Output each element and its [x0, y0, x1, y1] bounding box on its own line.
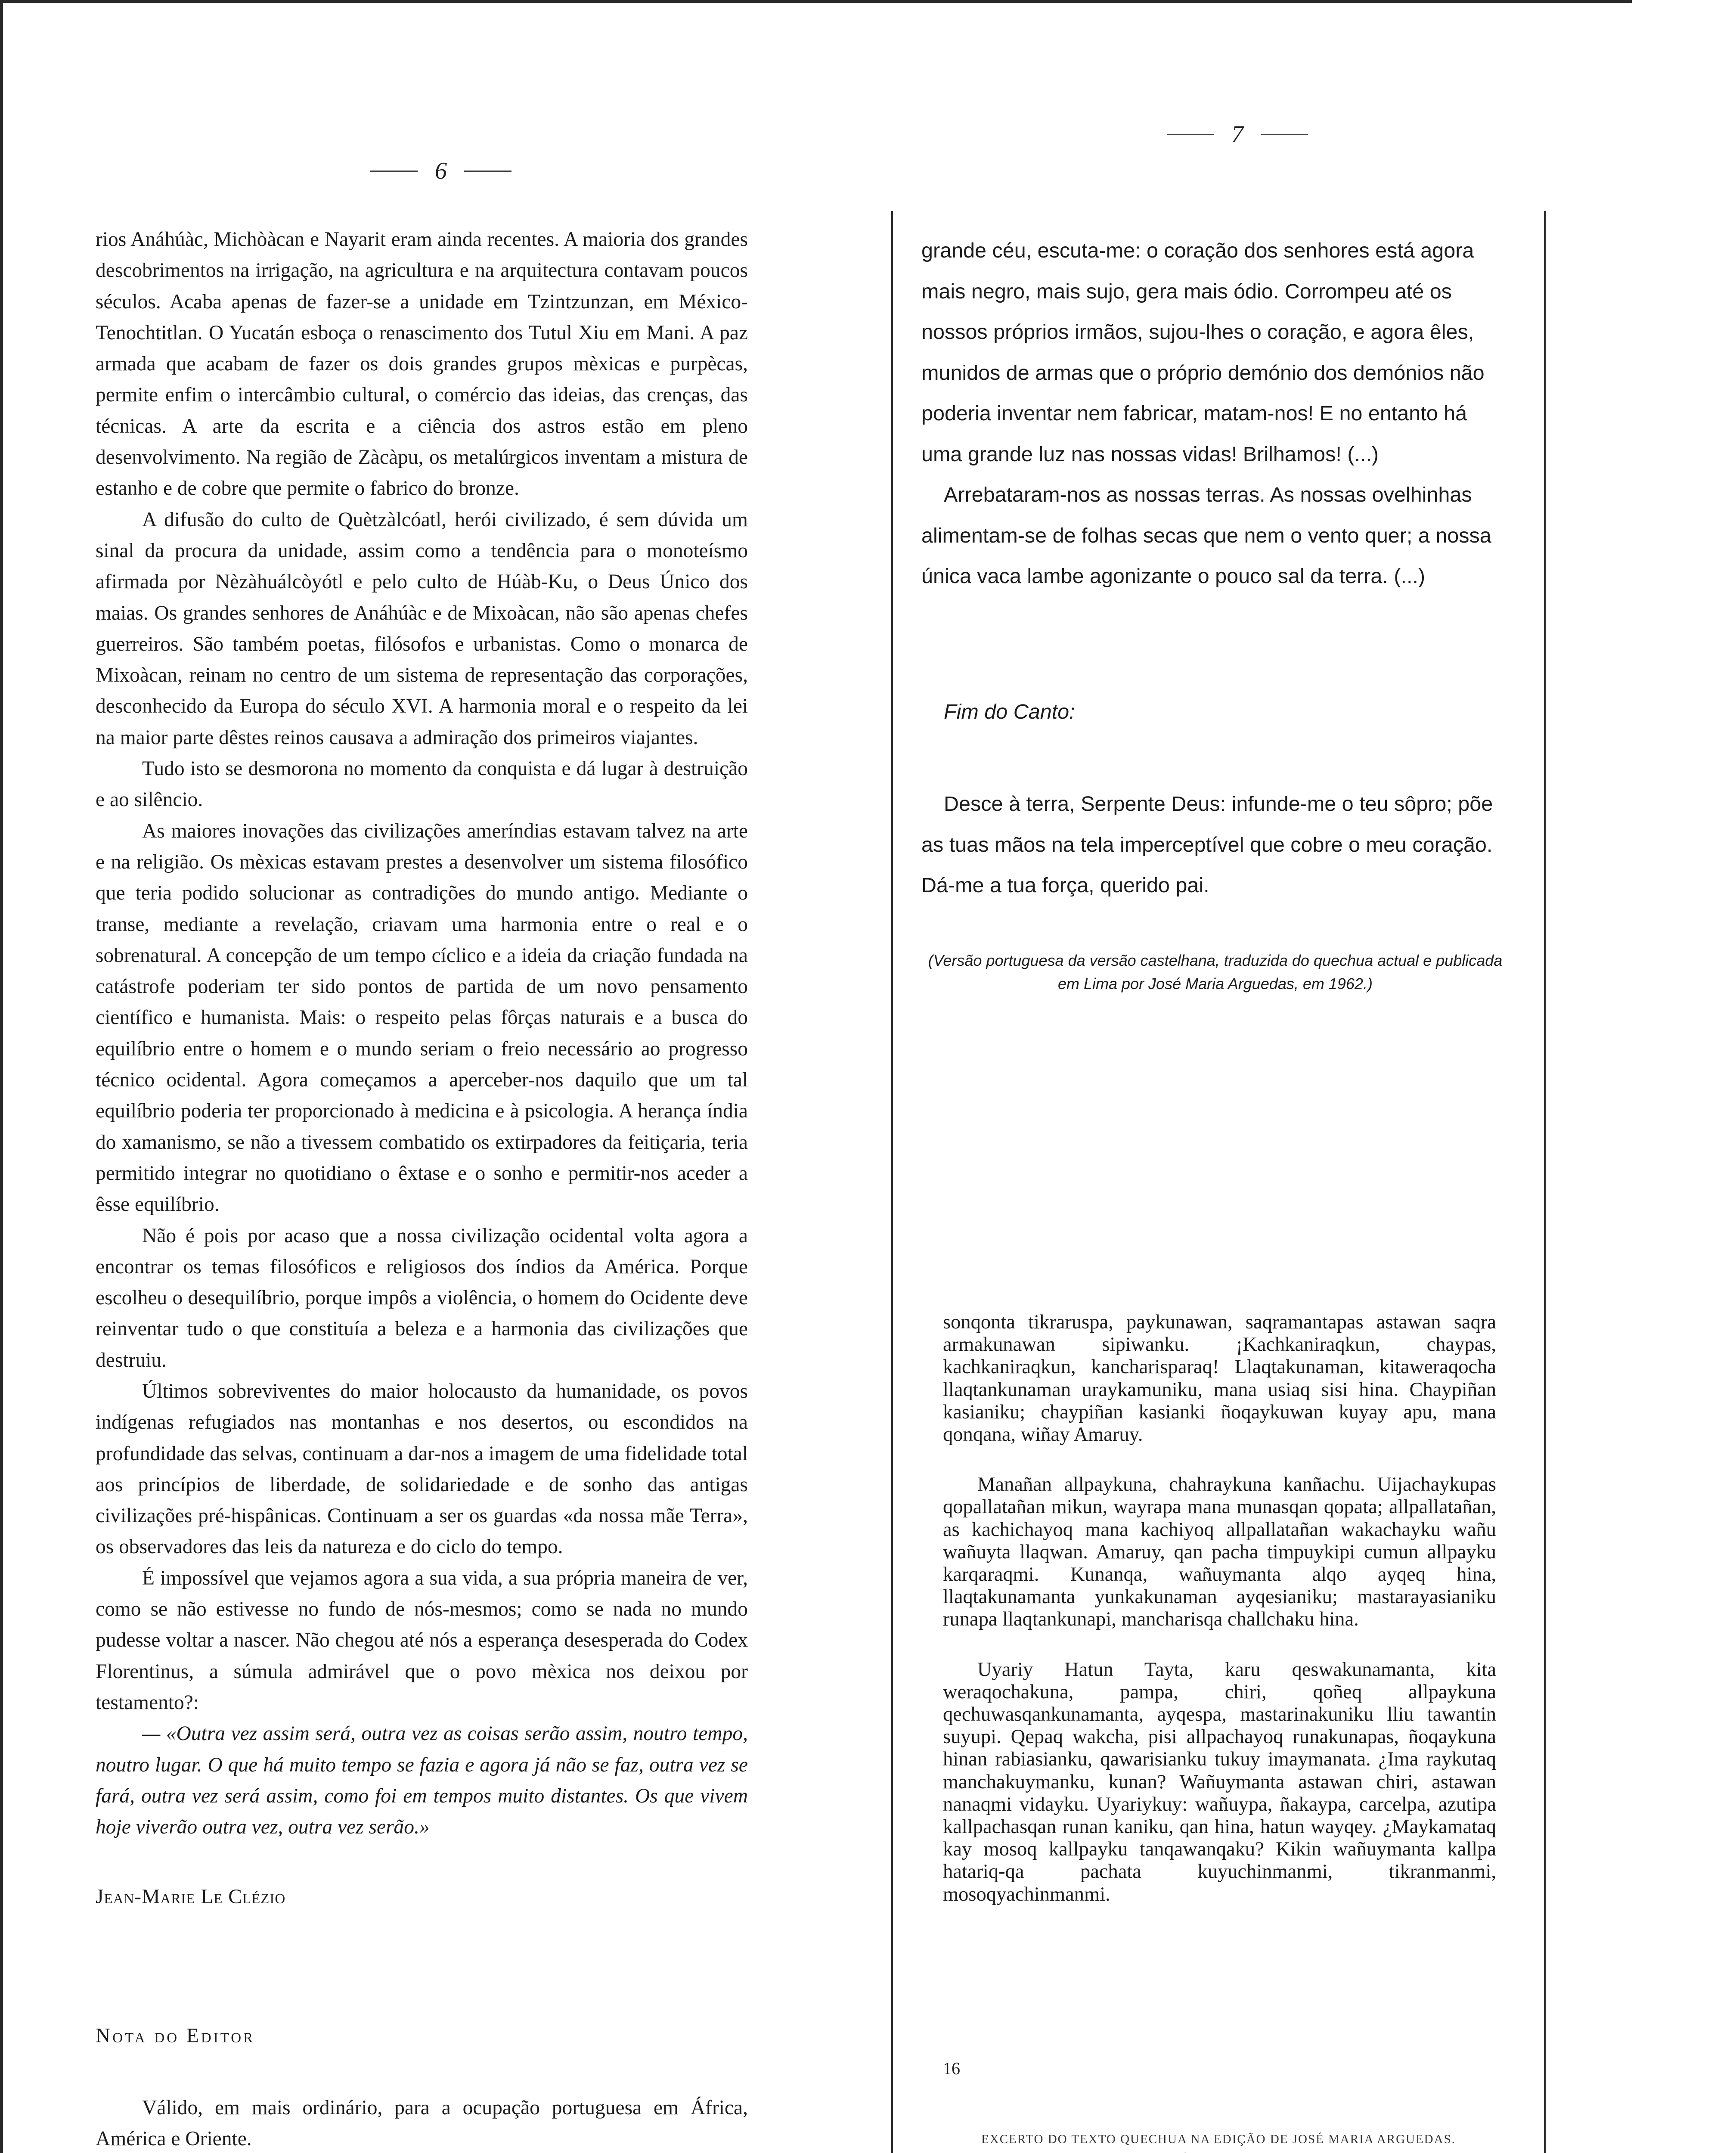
folio-dash [464, 171, 512, 172]
end-of-song-label: Fim do Canto: [944, 700, 1075, 723]
essay-paragraph: Não é pois por acaso que a nossa civilização ocidental volta agora a encontrar os temas filosóficos e religiosos dos índios da América. Porque escolheu o desequilíbrio, porque impôs a violência, o homem do Ocidente deve reinventar tudo o que constituía a beleza e a harmonia das civilizações que destruiu. [96, 1224, 748, 1371]
essay-paragraph: As maiores inovações das civilizações ameríndias estavam talvez na arte e na religião. Os mèxicas estavam prestes a desenvolver um sistema filosófico que teria podido solucionar as contradições do mundo antigo. Mediante o transe, mediante a revelação, criavam uma harmonia entre o real e o sobrenatural. A concepção de um tempo cíclico e a ideia da criação fundada na catástrofe poderiam ter sido pontos de partida de um novo pensamento científico e humanista. Mais: o respeito pelas fôrças naturais e a busca do equilíbrio entre o homem e o mundo seriam o freio necessário ao progresso técnico ocidental. Agora começamos a aperceber-nos daquilo que um tal equilíbrio poderia ter proporcionado à medicina e à psicologia. A herança índia do xamanismo, se não a tivessem combatido os extirpadores da feitiçaria, teria permitido integrar no quotidiano o êxtase e o sonho e permitir-nos aceder a êsse equilíbrio. [96, 819, 748, 1216]
essay-paragraph: Últimos sobreviventes do maior holocausto da humanidade, os povos indígenas refugiados nas montanhas e nos desertos, ou escondidos na profundidade das selvas, continuam a dar-nos a imagem de uma fidelidade total aos princípios de liberdade, de solidariedade e de sonho das antigas civilizações pré-hispânicas. Continuam a ser os guardas «da nossa mãe Terra», os observadores das leis da natureza e do ciclo do tempo. [96, 1380, 748, 1558]
folio-text: 6 [435, 158, 447, 184]
essay-paragraph: A difusão do culto de Quètzàlcóatl, herói civilizado, é sem dúvida um sinal da procura da unidade, assim como a tendência para o monoteísmo afirmada por Nèzàhuálcòyótl e pelo culto de Húàb-Ku, o Deus Único dos maias. Os grandes senhores de Anáhúàc e de Mixoàcan, não são apenas chefes guerreiros. São também poetas, filósofos e urbanistas. Como o monarca de Mixoàcan, reinam no centro de um sistema de representação das corporações, desconhecido da Europa do século XVI. A harmonia moral e o respeito da lei na maior parte dêstes reinos causava a admiração dos primeiros viajantes. [96, 508, 748, 749]
caption-line: EXCERTO DO TEXTO QUECHUA NA EDIÇÃO DE JOSÉ MARIA ARGUEDAS. [981, 2132, 1456, 2146]
essay-paragraph: É impossível que vejamos agora a sua vida, a sua própria maneira de ver, como se não estivesse no fundo de nós-mesmos; como se nada no mundo pudesse voltar a nascer. Não chegou até nós a esperança desesperada do Codex Florentinus, a súmula admirável que o povo mèxica nos deixou por testamento?: [96, 1567, 748, 1714]
poem-stanza: grande céu, escuta-me: o coração dos senhores está agora mais negro, mais sujo, gera mais ódio. Corrompeu até os nossos próprios irmãos, sujou-lhes o coração, e agora êles, munidos de armas que o próprio demónio dos demónios não poderia inventar nem fabricar, matam-nos! E no entanto há uma grande luz nas nossas vidas! Brilhamos! (...) [921, 239, 1485, 466]
codex-quote: — «Outra vez assim será, outra vez as coisas serão assim, noutro tempo, noutro lugar. O que há muito tempo se fazia e agora já não se faz, outra vez se fará, outra vez será assim, como foi em tempos muito distantes. Os que vivem hoje viverão outra vez, outra vez serão.» [96, 1722, 748, 1839]
quechua-paragraph: sonqonta tikraruspa, paykunawan, saqramantapas astawan saqra armakunawan sipiwanku. ¡Kachkaniraqkun, chaypas, kachkaniraqkun, kancharisparaq! Llaqtakunaman, kitaweraqocha llaqtankunaman uraykamuniku, mana usiaq sisi hina. Chaypiñan kasianiku; chaypiñan kasianki ñoqaykuwan kuyay apu, mana qonqana, wiñay Amaruy. [943, 1311, 1496, 1446]
caption-line [904, 2150, 1533, 2153]
note-text: Válido, em mais ordinário, para a ocupação portuguesa em África, América e Oriente. [96, 2097, 748, 2150]
folio-dash [1167, 134, 1214, 135]
source-page-number: 16 [943, 2059, 960, 2078]
note-heading: Nota do Editor [96, 2024, 255, 2047]
folio-dash [1261, 134, 1308, 135]
essay-paragraph: Tudo isto se desmorona no momento da conquista e dá lugar à destruição e ao silêncio. [96, 757, 748, 811]
author-signature: Jean-Marie Le Clézio [96, 1886, 286, 1908]
final-verse: Desce à terra, Serpente Deus: infunde-me o teu sôpro; põe as tuas mãos na tela imperceptível que cobre o meu coração. Dá-me a tua força, querido pai. [921, 792, 1493, 897]
scan-border-top [0, 0, 1632, 3]
quechua-paragraph: Manañan allpaykuna, chahraykuna kanñachu. Uijachaykupas qopallatañan mikun, wayrapa mana munasqan qopata; allpallatañan, as kachichayoq mana kachiyoq allpallatañan wakachayku wañu wañuyta llaqwan. Amaruy, qan pacha timpuykipi cumun allpayku karqaraqmi. Kunanqa, wañuymanta alqo ayqeq hina, llaqtakunamanta yunkakunaman ayqesianiku; mastarayasianiku runapa llaqtankunapi, mancharisqa challchaku hina. [943, 1474, 1496, 1631]
essay-paragraph: rios Anáhúàc, Michòàcan e Nayarit eram ainda recentes. A maioria dos grandes descobrimentos na irrigação, na agricultura e na arquitectura contavam poucos séculos. Acaba apenas de fazer-se a unidade em Tzintzunzan, em México-Tenochtitlan. O Yucatán esboça o renascimento dos Tutul Xiu em Mani. A paz armada que acabam de fazer os dois grandes grupos mèxicas e purpècas, permite enfim o intercâmbio cultural, o comércio das ideias, das crenças, das técnicas. A arte da escrita e a ciência dos astros estão em pleno desenvolvimento. Na região de Zàcàpu, os metalúrgicos inventam a mistura de estanho e de cobre que permite o fabrico do bronze. [96, 228, 748, 500]
poem-stanza: Arrebataram-nos as nossas terras. As nossas ovelhinhas alimentam-se de folhas secas que nem o vento quer; a nossa única vaca lambe agonizante o pouco sal da terra. (...) [921, 483, 1491, 588]
essay-column [96, 224, 748, 2153]
excerpt-caption [904, 2129, 1533, 2153]
translation-note: (Versão portuguesa da versão castelhana, traduzida do quechua actual e publicada em Lima por José Maria Arguedas, em 1962.) [928, 951, 1503, 993]
page-number-right [1150, 121, 1325, 148]
scan-border-left [0, 0, 3, 2153]
folio-dash [370, 171, 418, 172]
folio-text: 7 [1231, 121, 1243, 148]
quechua-paragraph: Uyariy Hatun Tayta, karu qeswakunamanta, kita weraqochakuna, pampa, chiri, qoñeq allpaykuna qechuwasqankunamanta, ayqespa, mastarinakuniku lliu tawantin suyupi. Qepaq wakcha, pisi allpachayoq runakunapas, ñoqaykuna hinan rabiasianku, qawarisianku tukuy imaymanata. ¿Ima raykutaq manchakuymanku, kunan? Wañuymanta astawan chiri, astawan nanaqmi vidayku. Uyariykuy: wañuypa, ñakaypa, carcelpa, azutipa kallpachasqan runan kaniku, qan hina, hatun wayqey. ¿Maykamataq kay mosoq kallpayku tanqawanqaku? Kikin wañuymanta kallpa hatariq-qa pachata kuyuchinmanmi, tikranmanmi, mosoqyachinmanmi. [943, 1658, 1496, 1905]
poem-translation [921, 230, 1509, 996]
quechua-excerpt [943, 1311, 1496, 1933]
page-number-left [353, 157, 529, 185]
